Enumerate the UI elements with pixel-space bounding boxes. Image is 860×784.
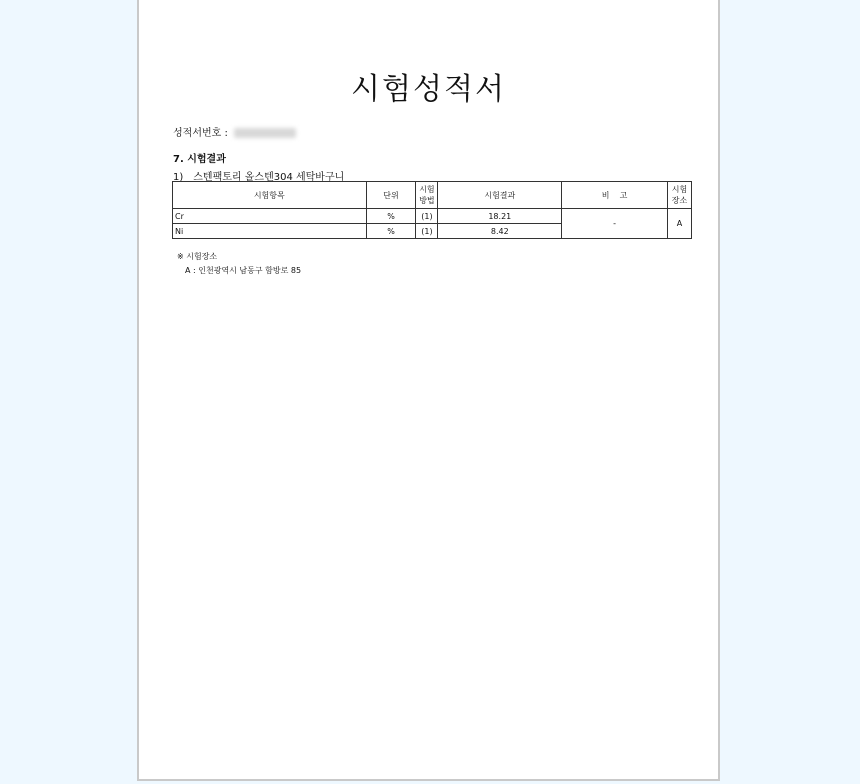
section-heading: 7. 시험결과 (173, 154, 226, 165)
header-test-item: 시험항목 (173, 182, 367, 209)
notes-location-line: A : 인천광역시 남동구 함방로 85 (185, 266, 302, 275)
cell-test-result: 18.21 (438, 209, 562, 224)
header-test-location: 시험 장소 (668, 182, 692, 209)
header-remark: 비 고 (562, 182, 668, 209)
cell-test-method: (1) (416, 209, 438, 224)
cell-test-item: Cr (173, 209, 367, 224)
header-test-method: 시험 방법 (416, 182, 438, 209)
cell-unit: % (366, 209, 416, 224)
cell-test-location: A (668, 209, 692, 239)
notes-heading: ※ 시험장소 (177, 252, 218, 261)
cell-test-method: (1) (416, 224, 438, 239)
report-number (173, 124, 296, 139)
redacted-report-number (234, 128, 296, 138)
report-number-label: 성적서번호 : (173, 128, 228, 139)
sample-number: 1) (173, 172, 184, 183)
document-title: 시험성적서 (351, 72, 506, 107)
table-row (173, 209, 692, 224)
notes (177, 250, 301, 278)
cell-unit: % (366, 224, 416, 239)
cell-remark: - (562, 209, 668, 239)
cell-test-item: Ni (173, 224, 367, 239)
document-page (137, 0, 720, 781)
sample-name: 스텐팩토리 올스텐304 세탁바구니 (193, 172, 345, 183)
cell-test-result: 8.42 (438, 224, 562, 239)
results-table (172, 181, 692, 239)
header-unit: 단위 (366, 182, 416, 209)
header-test-result: 시험결과 (438, 182, 562, 209)
table-header-row (173, 182, 692, 209)
